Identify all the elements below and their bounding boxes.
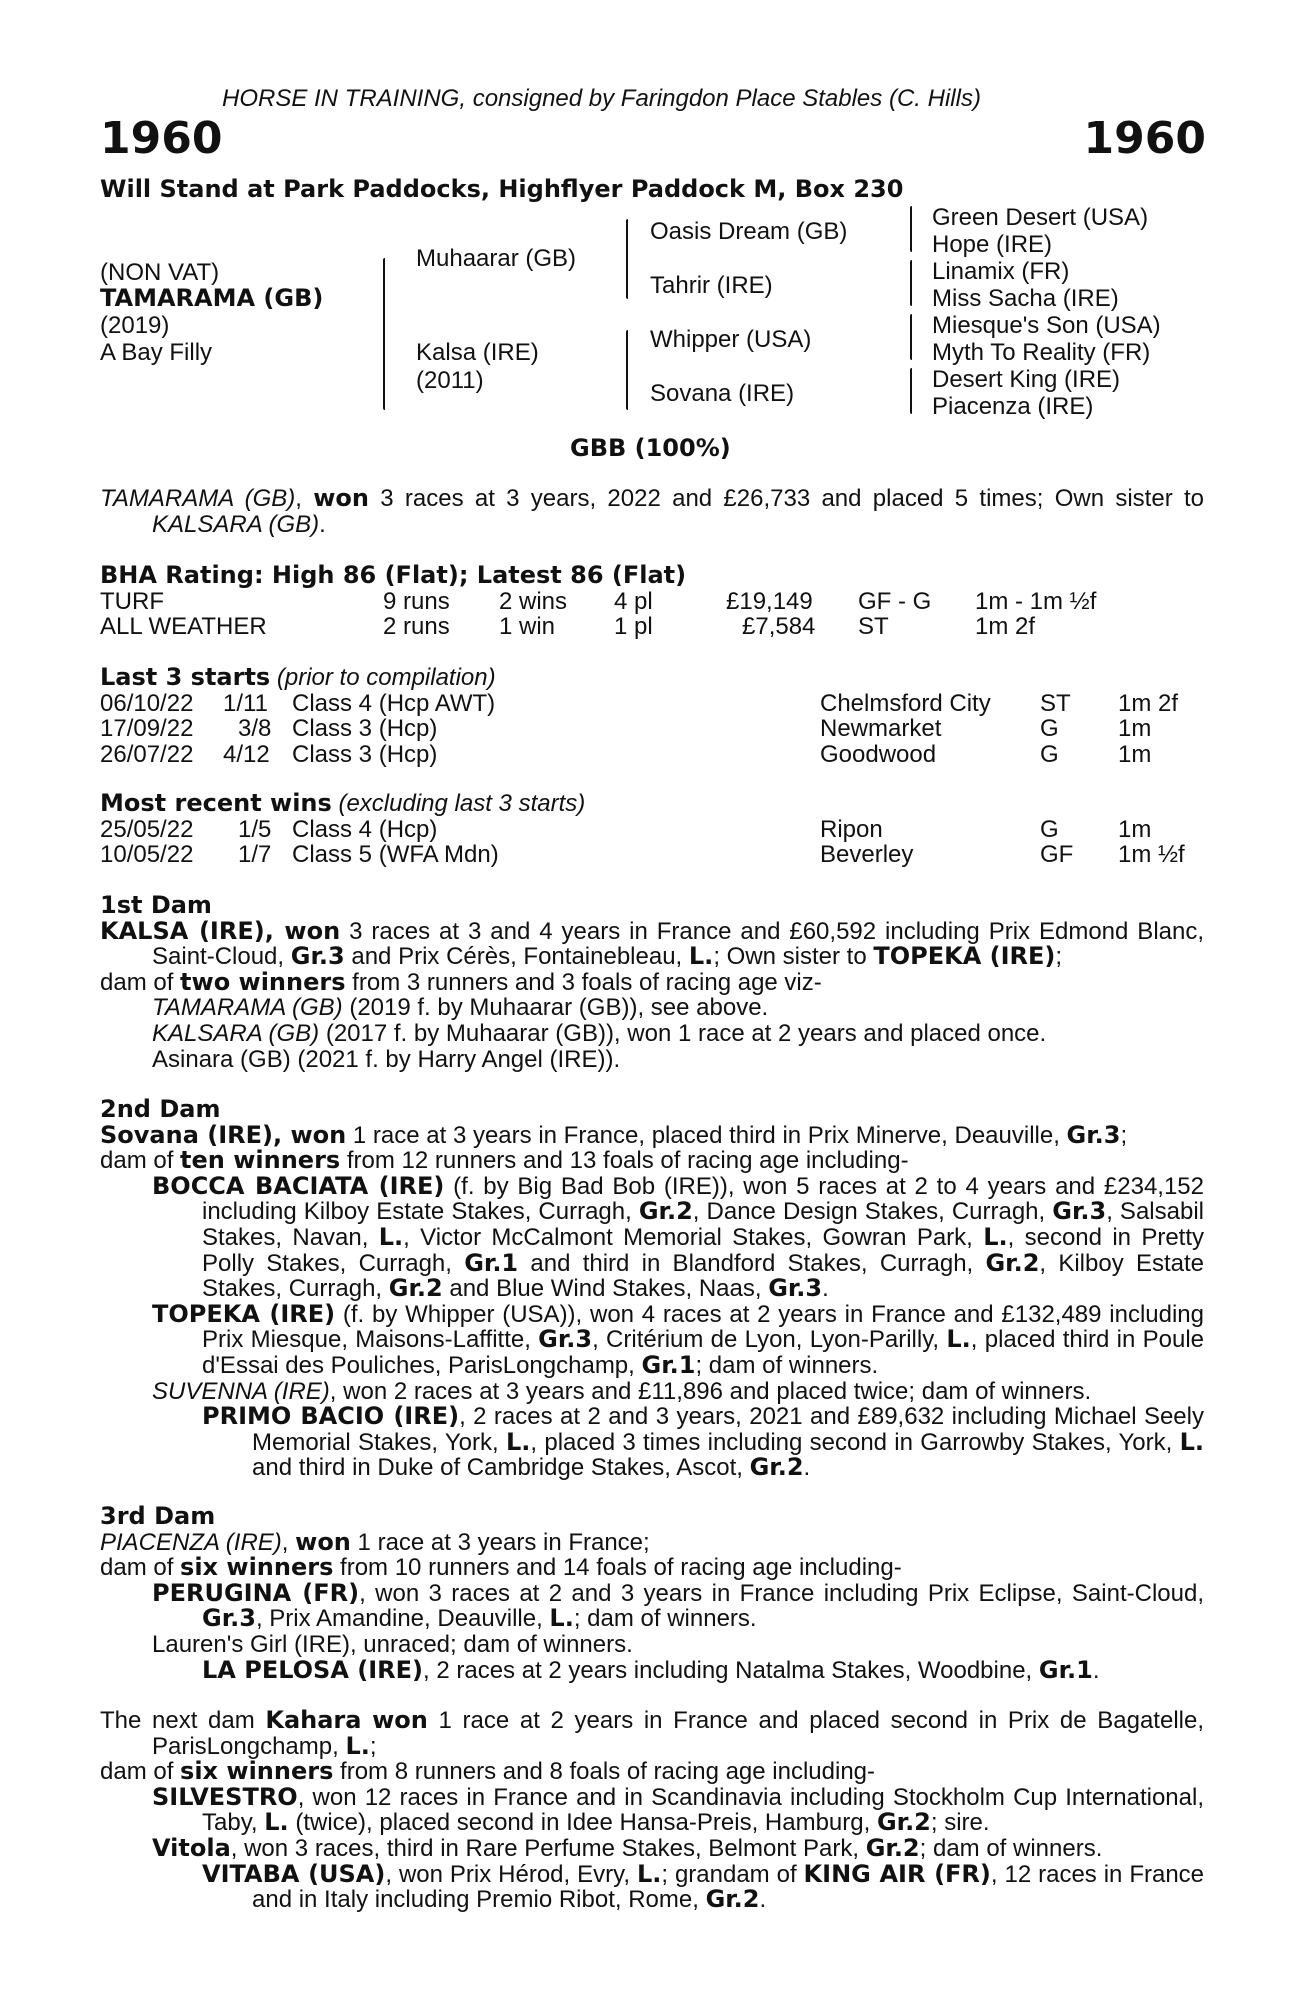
last3-heading: Last 3 starts bbox=[100, 663, 271, 691]
dam1-foal: KALSARA (GB) (2017 f. by Muhaarar (GB)), won 1 race at 2 years and placed once. bbox=[152, 1019, 1047, 1047]
sire-sire-name: Oasis Dream (GB) bbox=[650, 218, 848, 245]
ancestor-2: Hope (IRE) bbox=[932, 231, 1053, 258]
horse-year: (2019) bbox=[100, 312, 170, 339]
next-dam-section bbox=[100, 1708, 1204, 1913]
dam1-heading: 1st Dam bbox=[100, 891, 212, 919]
dam1-produce-line: dam of two winners from 3 runners and 3 foals of racing age viz- bbox=[100, 967, 822, 996]
dam1-record: KALSA (IRE), won 3 races at 3 and 4 years in France and £60,592 including Prix Edmond Blanc, Saint-Cloud, Gr.3 and Prix Cérès, Fontainebleau, L.; Own sister to TOPEKA (IRE); bbox=[100, 916, 1205, 971]
ancestor-1: Green Desert (USA) bbox=[932, 204, 1149, 231]
dam-name: Kalsa (IRE) bbox=[416, 339, 539, 366]
dam4-record: The next dam Kahara won 1 race at 2 years in France and placed second in Prix de Bagatelle, ParisLongchamp, L.; bbox=[100, 1706, 1205, 1760]
dam1-foal: TAMARAMA (GB) (2019 f. by Muhaarar (GB)), see above. bbox=[152, 994, 769, 1022]
last3-note: (prior to compilation) bbox=[276, 664, 496, 691]
start-row: 26/07/22 4/12 Class 3 (Hcp) Goodwood G 1m bbox=[100, 740, 1152, 768]
produce-vitola: Vitola, won 3 races, third in Rare Perfume Stakes, Belmont Park, Gr.2; dam of winners. bbox=[152, 1833, 1103, 1862]
dam4-produce-line: dam of six winners from 8 runners and 8 foals of racing age including- bbox=[100, 1757, 876, 1786]
recent-note: (excluding last 3 starts) bbox=[338, 790, 586, 817]
breeding-percentage: GBB (100%) bbox=[570, 434, 731, 462]
dam3-produce-line: dam of six winners from 10 runners and 14 foals of racing age including- bbox=[100, 1553, 902, 1582]
ancestor-5: Miesque's Son (USA) bbox=[932, 312, 1161, 339]
ancestor-4: Miss Sacha (IRE) bbox=[932, 285, 1119, 312]
stabling-location: Will Stand at Park Paddocks, Highflyer Paddock M, Box 230 bbox=[100, 175, 904, 203]
pedigree-brace-sire bbox=[626, 219, 628, 299]
second-dam-section bbox=[100, 1097, 1204, 1481]
pedigree-brace-g1 bbox=[910, 206, 912, 252]
produce-bocca-baciata: BOCCA BACIATA (IRE) (f. by Big Bad Bob (IRE)), won 5 races at 2 to 4 years and £234,152 including Kilboy Estate Stakes, Curragh, Gr.2, Dance Design Stakes, Curragh, Gr.3, Salsabil Stakes, Navan, L., Victor McCalmont Memorial Stakes, Gowran Park, L., second in Pretty Polly Stakes, Curragh, Gr.1 and third in Blandford Stakes, Curragh, Gr.2, Kilboy Estate Stakes, Curragh, Gr.2 and Blue Wind Stakes, Naas, Gr.3. bbox=[152, 1171, 1205, 1303]
dam2-heading: 2nd Dam bbox=[100, 1095, 221, 1123]
vat-status: (NON VAT) bbox=[100, 259, 220, 286]
produce-silvestro: SILVESTRO, won 12 races in France and in Scandinavia including Stockholm Cup International, Taby, L. (twice), placed second in Idee Hansa-Preis, Hamburg, Gr.2; sire. bbox=[152, 1782, 1204, 1837]
sire-dam-name: Tahrir (IRE) bbox=[650, 272, 773, 299]
recent-heading: Most recent wins bbox=[100, 789, 332, 817]
start-row: 06/10/22 1/11 Class 4 (Hcp AWT) Chelmsford City ST 1m 2f bbox=[100, 689, 1179, 717]
summary-sister: KALSARA (GB) bbox=[152, 510, 320, 538]
pedigree-brace-dam bbox=[626, 330, 628, 410]
lot-number-left: 1960 bbox=[100, 113, 223, 164]
start-row: 17/09/22 3/8 Class 3 (Hcp) Newmarket G 1m bbox=[100, 715, 1152, 743]
produce-perugina: PERUGINA (FR), won 3 races at 2 and 3 years in France including Prix Eclipse, Saint-Cloud, Gr.3, Prix Amandine, Deauville, L.; dam of winners. bbox=[152, 1578, 1204, 1633]
dam1-foal: Asinara (GB) (2021 f. by Harry Angel (IRE)). bbox=[152, 1045, 621, 1073]
dam-sire-name: Whipper (USA) bbox=[650, 326, 812, 353]
dam3-record: PIACENZA (IRE), won 1 race at 3 years in France; bbox=[100, 1527, 650, 1556]
dam2-produce-line: dam of ten winners from 12 runners and 13 foals of racing age including- bbox=[100, 1146, 909, 1175]
third-dam-section bbox=[100, 1504, 1204, 1683]
dam3-heading: 3rd Dam bbox=[100, 1502, 216, 1530]
rating-heading: BHA Rating: High 86 (Flat); Latest 86 (Flat) bbox=[100, 561, 687, 589]
consignor-line: HORSE IN TRAINING, consigned by Faringdon Place Stables (C. Hills) bbox=[222, 85, 981, 112]
ancestor-6: Myth To Reality (FR) bbox=[932, 339, 1151, 366]
produce-vitaba: VITABA (USA), won Prix Hérod, Evry, L.; grandam of KING AIR (FR), 12 races in France and in Italy including Premio Ribot, Rome, Gr.2. bbox=[202, 1859, 1205, 1914]
ancestor-7: Desert King (IRE) bbox=[932, 366, 1121, 393]
first-dam-section bbox=[100, 893, 1204, 1072]
sire-name: Muhaarar (GB) bbox=[416, 245, 577, 272]
horse-name: TAMARAMA (GB) bbox=[100, 284, 324, 312]
produce-la-pelosa: LA PELOSA (IRE), 2 races at 2 years including Natalma Stakes, Woodbine, Gr.1. bbox=[202, 1655, 1100, 1684]
rating-section bbox=[100, 563, 1204, 640]
most-recent-wins bbox=[100, 791, 1204, 868]
pedigree-brace-main bbox=[383, 258, 385, 410]
dam2-record: Sovana (IRE), won 1 race at 3 years in France, placed third in Prix Minerve, Deauville, Gr.3; bbox=[100, 1120, 1128, 1149]
produce-primo-bacio: PRIMO BACIO (IRE), 2 races at 2 and 3 years, 2021 and £89,632 including Michael Seely Memorial Stakes, York, L., placed 3 times including second in Garrowby Stakes, York, L. and third in Duke of Cambridge Stakes, Ascot, Gr.2. bbox=[202, 1402, 1204, 1482]
produce-topeka: TOPEKA (IRE) (f. by Whipper (USA)), won 4 races at 2 years in France and £132,489 including Prix Miesque, Maisons-Laffitte, Gr.3, Critérium de Lyon, Lyon-Parilly, L., placed third in Poule d'Essai des Pouliches, ParisLongchamp, Gr.1; dam of winners. bbox=[152, 1299, 1205, 1379]
lot-number-right: 1960 bbox=[1083, 113, 1206, 164]
dam-year: (2011) bbox=[416, 367, 484, 394]
produce-laurens-girl: Lauren's Girl (IRE), unraced; dam of winners. bbox=[152, 1630, 633, 1658]
summary-won: won bbox=[313, 484, 369, 512]
rating-row: TURF 9 runs 2 wins 4 pl £19,149 GF - G 1m - 1m ½f bbox=[100, 587, 1097, 615]
ancestor-3: Linamix (FR) bbox=[932, 258, 1070, 285]
ancestor-8: Piacenza (IRE) bbox=[932, 393, 1094, 420]
summary-horse-name: TAMARAMA (GB) bbox=[100, 485, 296, 512]
pedigree-brace-g3 bbox=[910, 314, 912, 360]
win-row: 25/05/22 1/5 Class 4 (Hcp) Ripon G 1m bbox=[100, 815, 1152, 843]
produce-suvenna: SUVENNA (IRE), won 2 races at 3 years and £11,896 and placed twice; dam of winners. bbox=[152, 1377, 1092, 1405]
rating-row: ALL WEATHER 2 runs 1 win 1 pl £7,584 ST 1m 2f bbox=[100, 613, 1036, 641]
win-row: 10/05/22 1/7 Class 5 (WFA Mdn) Beverley GF 1m ½f bbox=[100, 841, 1185, 869]
last-3-starts bbox=[100, 665, 1204, 767]
dam-dam-name: Sovana (IRE) bbox=[650, 380, 795, 407]
race-summary: TAMARAMA (GB), won 3 races at 3 years, 2022 and £26,733 and placed 5 times; Own sister to KALSARA (GB). bbox=[100, 484, 1204, 538]
pedigree-brace-g4 bbox=[910, 368, 912, 414]
pedigree-brace-g2 bbox=[910, 260, 912, 306]
horse-description: A Bay Filly bbox=[100, 339, 213, 366]
